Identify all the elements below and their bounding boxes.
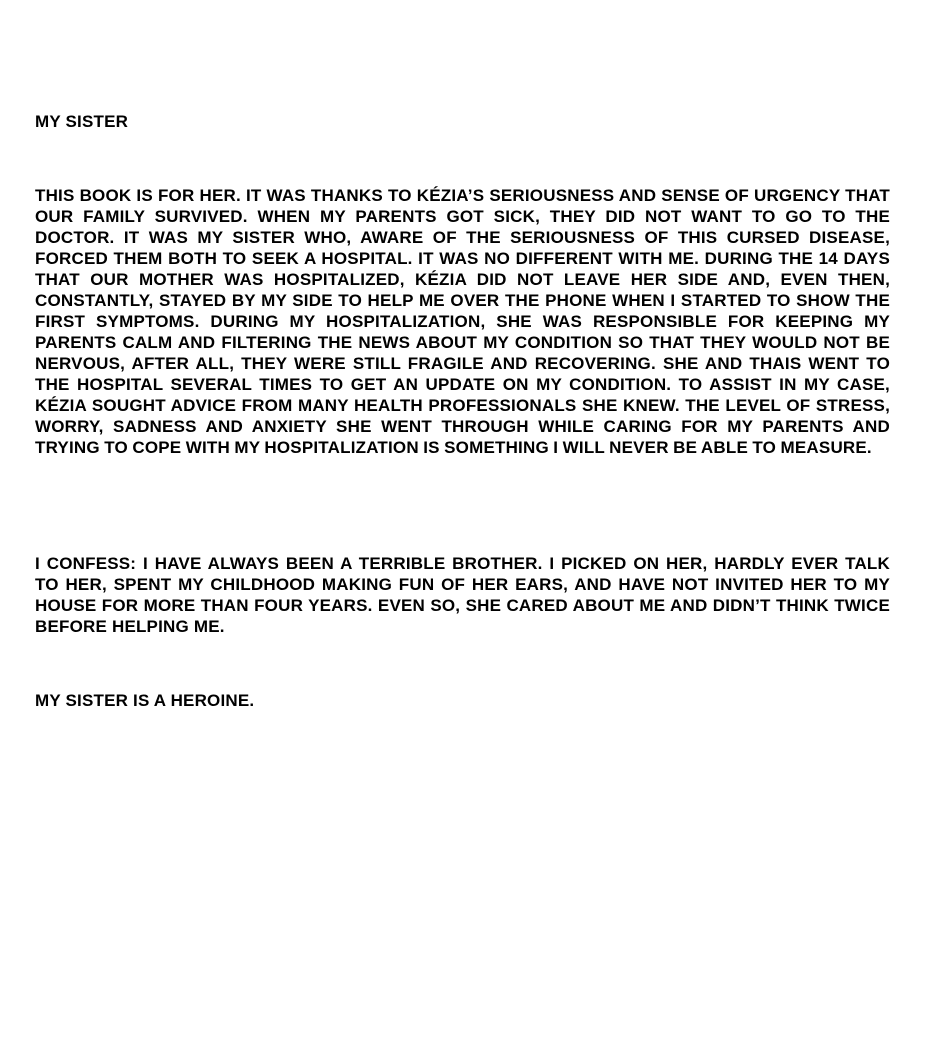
dedication-paragraph-1: THIS BOOK IS FOR HER. IT WAS THANKS TO KÉZIA’S SERIOUSNESS AND SENSE OF URGENCY THAT OUR FAMILY SURVIVED. WHEN MY PARENTS GOT SICK, THEY DID NOT WANT TO GO TO THE DOCTOR. IT WAS MY SISTER WHO, AWARE OF THE SERIOUSNESS OF THIS CURSED DISEASE, FORCED THEM BOTH TO SEEK A HOSPITAL. IT WAS NO DIFFERENT WITH ME. DURING THE 14 DAYS THAT OUR MOTHER WAS HOSPITALIZED, KÉZIA DID NOT LEAVE HER SIDE AND, EVEN THEN, CONSTANTLY, STAYED BY MY SIDE TO HELP ME OVER THE PHONE WHEN I STARTED TO SHOW THE FIRST SYMPTOMS. DURING MY HOSPITALIZATION, SHE WAS RESPONSIBLE FOR KEEPING MY PARENTS CALM AND FILTERING THE NEWS ABOUT MY CONDITION SO THAT THEY WOULD NOT BE NERVOUS, AFTER ALL, THEY WERE STILL FRAGILE AND RECOVERING. SHE AND THAIS WENT TO THE HOSPITAL SEVERAL TIMES TO GET AN UPDATE ON MY CONDITION. TO ASSIST IN MY CASE, KÉZIA SOUGHT ADVICE FROM MANY HEALTH PROFESSIONALS SHE KNEW. THE LEVEL OF STRESS, WORRY, SADNESS AND ANXIETY SHE WENT THROUGH WHILE CARING FOR MY PARENTS AND TRYING TO COPE WITH MY HOSPITALIZATION IS SOMETHING I WILL NEVER BE ABLE TO MEASURE. — [35, 186, 890, 457]
closing-line: MY SISTER IS A HEROINE. — [35, 691, 255, 710]
dedication-paragraph-2: I CONFESS: I HAVE ALWAYS BEEN A TERRIBLE BROTHER. I PICKED ON HER, HARDLY EVER TALK TO HER, SPENT MY CHILDHOOD MAKING FUN OF HER EARS, AND HAVE NOT INVITED HER TO MY HOUSE FOR MORE THAN FOUR YEARS. EVEN SO, SHE CARED ABOUT ME AND DIDN’T THINK TWICE BEFORE HELPING ME. — [35, 554, 890, 636]
page-title: MY SISTER — [35, 112, 129, 131]
